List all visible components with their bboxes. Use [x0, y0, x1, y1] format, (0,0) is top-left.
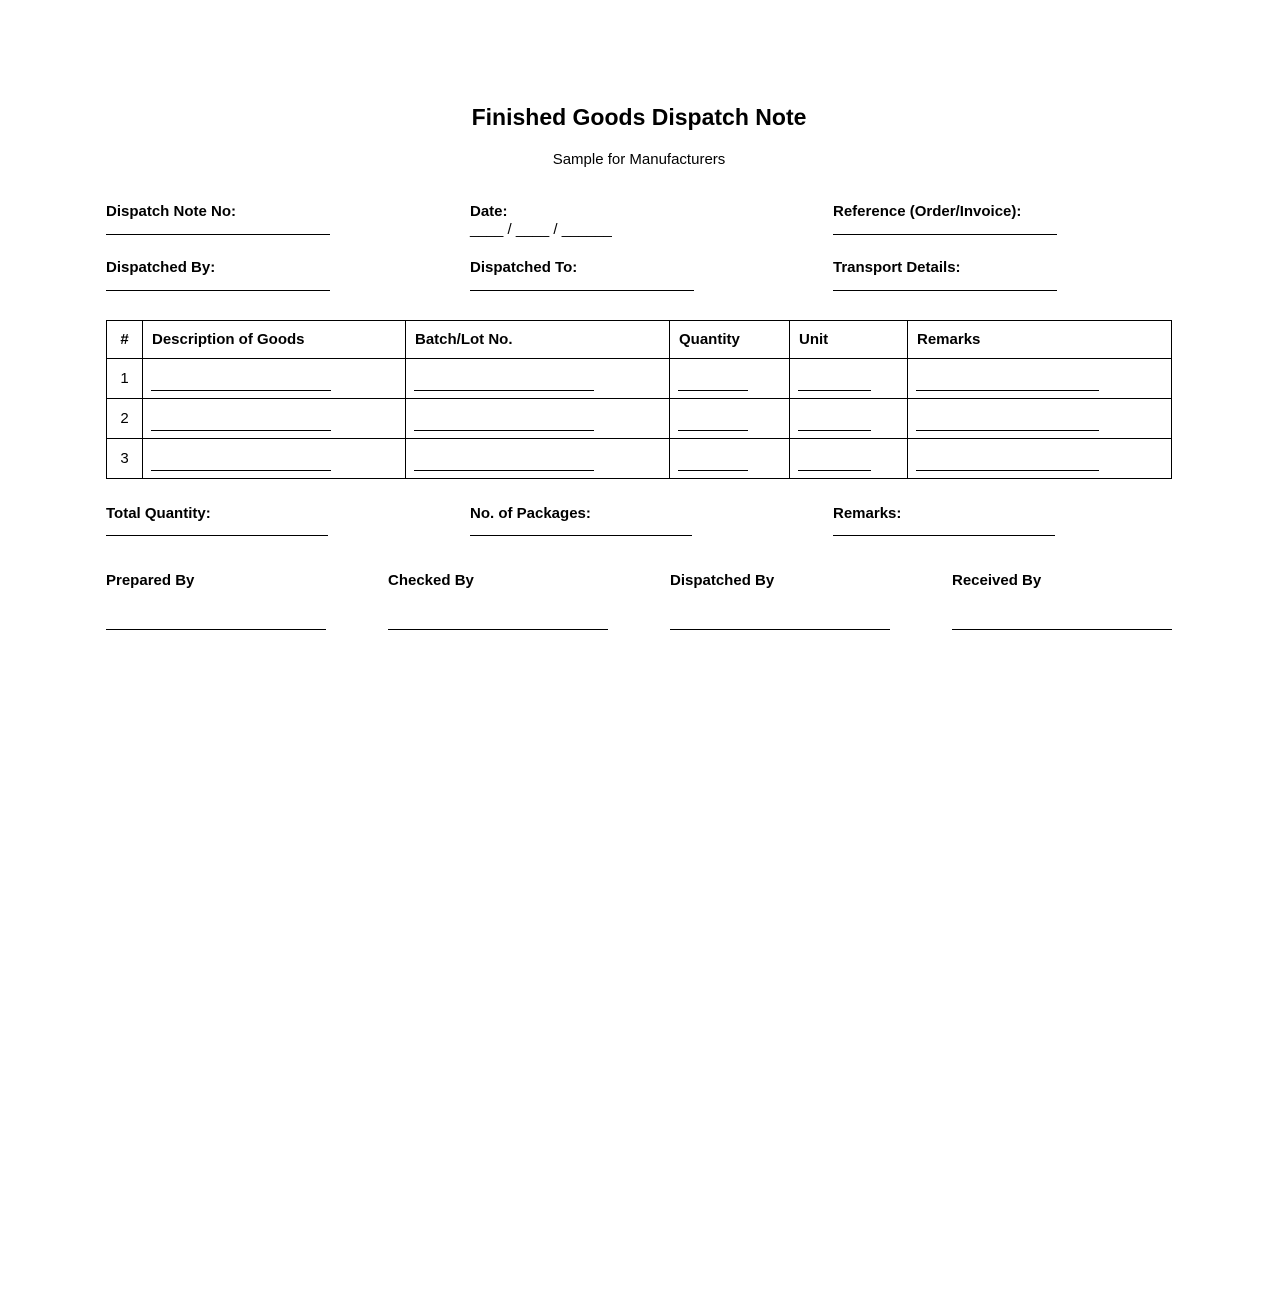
no-of-packages-label: No. of Packages:: [470, 505, 591, 522]
date-blank-slots[interactable]: ____ / ____ / ______: [470, 221, 612, 238]
checked-by-label: Checked By: [388, 572, 474, 589]
quantity-blank-line[interactable]: [678, 430, 748, 431]
table-row: [107, 399, 1172, 439]
unit-blank-line[interactable]: [798, 470, 871, 471]
col-header-quantity: Quantity: [670, 321, 790, 359]
remarks-cell: [908, 439, 1172, 479]
batch-blank-line[interactable]: [414, 390, 594, 391]
quantity-cell: [670, 399, 790, 439]
transport-details-blank-line[interactable]: [833, 290, 1057, 291]
page-title: Finished Goods Dispatch Note: [471, 104, 807, 130]
col-header-description: Description of Goods: [143, 321, 406, 359]
remarks-total-label: Remarks:: [833, 505, 902, 522]
remarks-cell: [908, 359, 1172, 399]
field-dispatched-by: [106, 259, 470, 291]
received-by-signature-line[interactable]: [952, 629, 1172, 630]
remarks-total-blank-line[interactable]: [833, 535, 1055, 536]
transport-details-label: Transport Details:: [833, 259, 961, 276]
batch-cell: [406, 399, 670, 439]
quantity-cell: [670, 439, 790, 479]
col-header-batch: Batch/Lot No.: [406, 321, 670, 359]
dispatched-by-blank-line[interactable]: [106, 290, 330, 291]
unit-blank-line[interactable]: [798, 390, 871, 391]
description-blank-line[interactable]: [151, 390, 331, 391]
quantity-blank-line[interactable]: [678, 470, 748, 471]
field-dispatched-to: [470, 259, 833, 291]
prepared-by-signature-line[interactable]: [106, 629, 326, 630]
unit-cell: [790, 399, 908, 439]
batch-cell: [406, 359, 670, 399]
prepared-by-label: Prepared By: [106, 572, 195, 589]
dispatch-note-no-label: Dispatch Note No:: [106, 203, 237, 220]
signatures-section: [106, 572, 1278, 630]
field-no-of-packages: [470, 505, 833, 536]
col-header-unit: Unit: [790, 321, 908, 359]
description-blank-line[interactable]: [151, 430, 331, 431]
quantity-blank-line[interactable]: [678, 390, 748, 391]
col-header-index: #: [107, 321, 143, 359]
description-cell: [143, 439, 406, 479]
meta-fields-section: [106, 203, 1278, 291]
description-cell: [143, 359, 406, 399]
dispatched-to-label: Dispatched To:: [470, 259, 578, 276]
field-remarks-total: [833, 505, 1171, 536]
description-blank-line[interactable]: [151, 470, 331, 471]
field-reference: [833, 203, 1171, 239]
signature-received-by: [952, 572, 1234, 630]
dispatched-to-blank-line[interactable]: [470, 290, 694, 291]
goods-table: [106, 320, 1172, 479]
goods-table-header-row: [107, 321, 1172, 359]
totals-section: [106, 505, 1278, 536]
signature-dispatched-by: [670, 572, 952, 630]
reference-label: Reference (Order/Invoice):: [833, 203, 1022, 220]
received-by-label: Received By: [952, 572, 1042, 589]
remarks-blank-line[interactable]: [916, 430, 1099, 431]
dispatched-by-label: Dispatched By:: [106, 259, 216, 276]
reference-blank-line[interactable]: [833, 234, 1057, 235]
no-of-packages-blank-line[interactable]: [470, 535, 692, 536]
batch-blank-line[interactable]: [414, 470, 594, 471]
signature-checked-by: [388, 572, 670, 630]
row-index: 1: [107, 359, 143, 399]
quantity-cell: [670, 359, 790, 399]
date-label: Date:: [470, 203, 508, 220]
field-dispatch-note-no: [106, 203, 470, 239]
field-transport-details: [833, 259, 1171, 291]
batch-cell: [406, 439, 670, 479]
dispatched-by-sign-label: Dispatched By: [670, 572, 775, 589]
unit-blank-line[interactable]: [798, 430, 871, 431]
batch-blank-line[interactable]: [414, 430, 594, 431]
remarks-blank-line[interactable]: [916, 470, 1099, 471]
field-date: [470, 203, 833, 239]
checked-by-signature-line[interactable]: [388, 629, 608, 630]
field-total-quantity: [106, 505, 470, 536]
remarks-cell: [908, 399, 1172, 439]
total-quantity-label: Total Quantity:: [106, 505, 211, 522]
table-row: [107, 359, 1172, 399]
remarks-blank-line[interactable]: [916, 390, 1099, 391]
dispatched-by-signature-line[interactable]: [670, 629, 890, 630]
unit-cell: [790, 359, 908, 399]
row-index: 2: [107, 399, 143, 439]
row-index: 3: [107, 439, 143, 479]
col-header-remarks: Remarks: [908, 321, 1172, 359]
page-subtitle: Sample for Manufacturers: [552, 151, 726, 168]
dispatch-note-no-blank-line[interactable]: [106, 234, 330, 235]
total-quantity-blank-line[interactable]: [106, 535, 328, 536]
table-row: [107, 439, 1172, 479]
unit-cell: [790, 439, 908, 479]
description-cell: [143, 399, 406, 439]
signature-prepared-by: [106, 572, 388, 630]
